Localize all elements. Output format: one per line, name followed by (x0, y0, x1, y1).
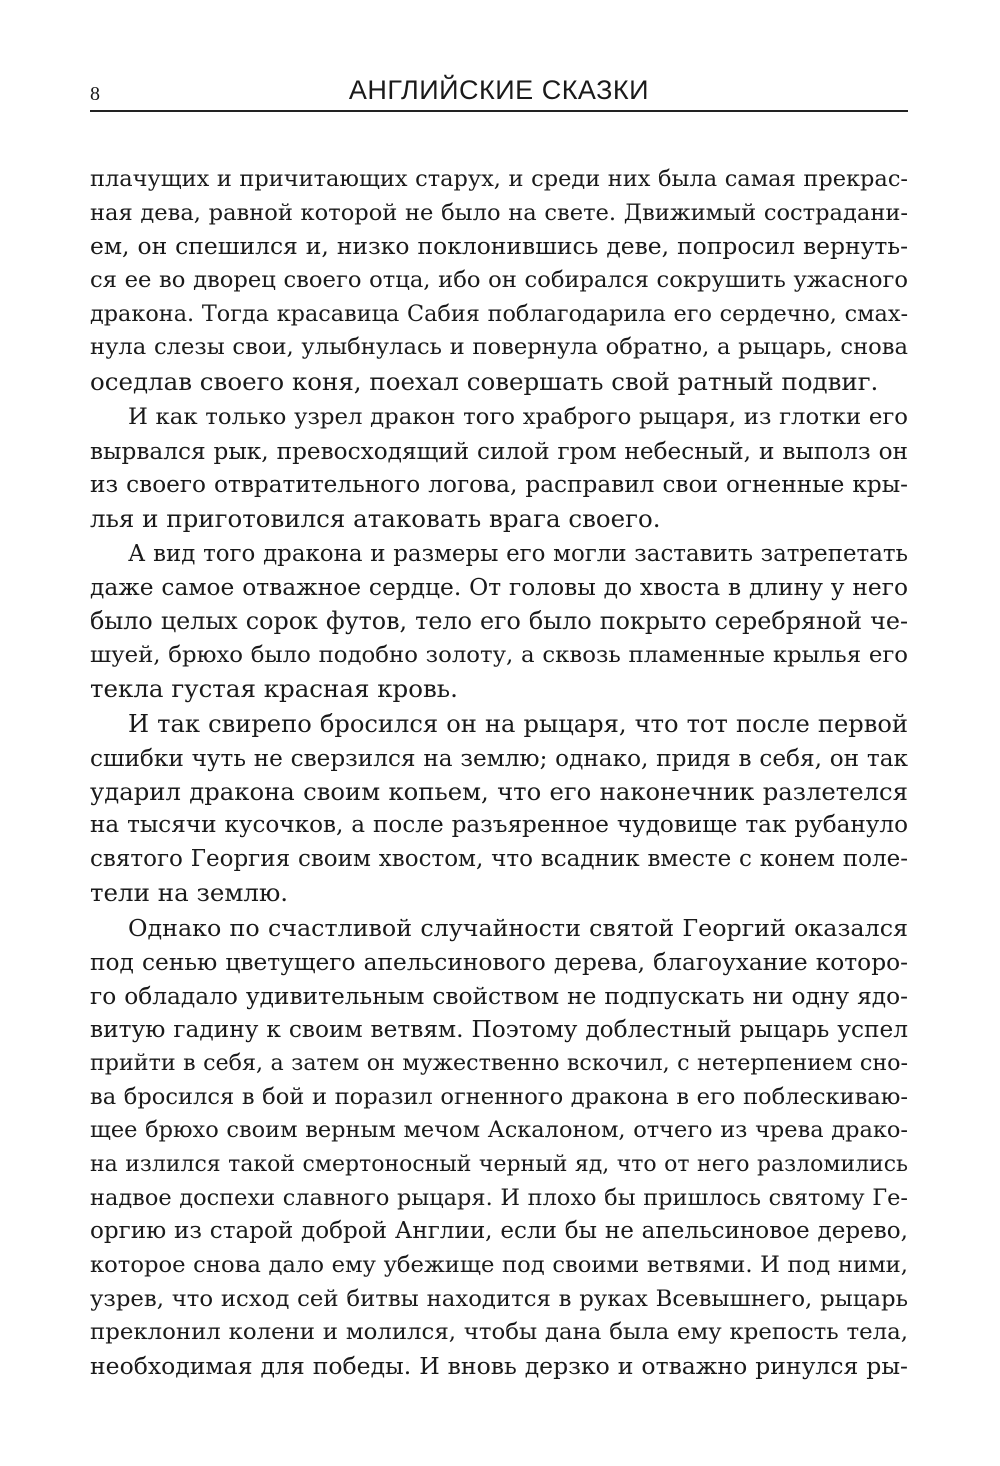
text-line: надвое доспехи славного рыцаря. И плохо бы пришлось святому Ге- (90, 1184, 908, 1211)
text-line: которое снова дало ему убежище под своими ветвями. И под ними, (90, 1252, 908, 1278)
text-line: тели на землю. (90, 878, 289, 908)
text-line: сшибки чуть не сверзился на землю; однако, придя в себя, он так (90, 744, 908, 772)
text-line: вырвался рык, превосходящий силой гром небесный, и выполз он (90, 437, 908, 465)
text-line: го обладало удивительным свойством не подпускать ни одну ядо- (90, 982, 908, 1010)
text-line: ем, он спешился и, низко поклонившись деве, попросил вернуть- (90, 232, 908, 261)
text-line: ная дева, равной которой не было на свете. Движимый сострадани- (90, 199, 908, 226)
text-line: ся ее во дворец своего отца, ибо он собирался сокрушить ужасного (90, 267, 908, 294)
text-line: необходимая для победы. И вновь дерзко и отважно ринулся ры- (90, 1352, 908, 1381)
text-line: шуей, брюхо было подобно золоту, а сквозь пламенные крылья его (90, 641, 908, 668)
paragraph (90, 401, 908, 536)
text-line: преклонил колени и молился, чтобы дана была ему крепость тела, (90, 1319, 908, 1346)
text-line: было целых сорок футов, тело его было покрыто серебряной че- (90, 606, 908, 635)
paragraph (90, 912, 908, 1384)
running-header (90, 70, 908, 112)
text-line: на тысячи кусочков, а после разъяренное чудовище так рубануло (90, 812, 908, 839)
text-line: оседлав своего коня, поехал совершать свой ратный подвиг. (90, 367, 879, 397)
text-line: плачущих и причитающих старух, и среди них была самая прекрас- (90, 166, 908, 192)
text-line: И так свирепо бросился он на рыцаря, что тот после первой (128, 710, 908, 738)
page-number: 8 (90, 83, 100, 105)
text-line: ударил дракона своим копьем, что его наконечник разлетелся (90, 777, 908, 807)
book-page (90, 70, 908, 1384)
book-title: АНГЛИЙСКИЕ СКАЗКИ (348, 75, 650, 105)
paragraph (90, 538, 908, 706)
text-line: щее брюхо своим верным мечом Аскалоном, отчего из чрева драко- (90, 1117, 908, 1144)
text-line: лья и приготовился атаковать врага своего. (90, 503, 661, 533)
text-line: ва бросился в бой и поразил огненного дракона в его поблескиваю- (90, 1083, 908, 1110)
text-line: прийти в себя, а затем он мужественно вскочил, с нетерпением сно- (90, 1049, 908, 1076)
text-line: витую гадину к своим ветвям. Поэтому доблестный рыцарь успел (90, 1016, 908, 1044)
text-line: дракона. Тогда красавица Сабия поблагодарила его сердечно, смах- (90, 300, 908, 327)
text-line: Однако по счастливой случайности святой Георгий оказался (128, 914, 908, 943)
text-line: узрев, что исход сей битвы находится в руках Всевышнего, рыцарь (90, 1285, 908, 1312)
body-text (90, 163, 908, 1384)
text-line: на излился такой смертоносный черный яд, что от него разломились (90, 1151, 908, 1177)
paragraph (90, 163, 908, 399)
text-line: нула слезы свои, улыбнулась и повернула обратно, а рыцарь, снова (90, 334, 908, 361)
text-line: святого Георгия своим хвостом, что всадник вместе с конем поле- (90, 845, 908, 872)
paragraph (90, 708, 908, 910)
text-line: А вид того дракона и размеры его могли заставить затрепетать (128, 540, 908, 567)
text-line: даже самое отважное сердце. От головы до хвоста в длину у него (90, 573, 908, 602)
text-line: под сенью цветущего апельсинового дерева, благоухание которо- (90, 948, 908, 976)
text-line: И как только узрел дракон того храброго рыцаря, из глотки его (128, 403, 908, 430)
text-line: оргию из старой доброй Англии, если бы не апельсиновое дерево, (90, 1218, 908, 1245)
text-line: из своего отвратительного логова, расправил свои огненные кры- (90, 471, 908, 499)
text-line: текла густая красная кровь. (90, 674, 458, 704)
